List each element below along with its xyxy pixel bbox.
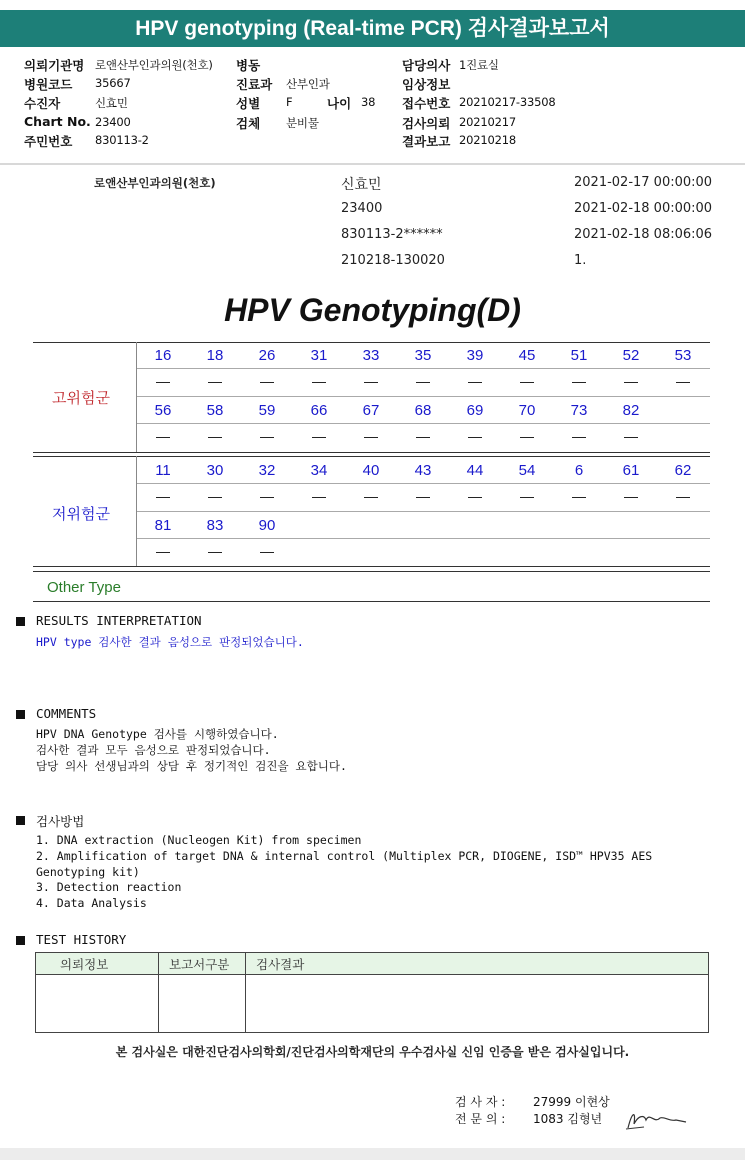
sex-value: F: [286, 95, 293, 109]
certification-text: 본 검사실은 대한진단검사의학회/진단검사의학재단의 우수검사실 신임 인증을 받은 검사실입니다.: [115, 1045, 630, 1059]
hpv-type-number: 58: [206, 402, 224, 419]
hpv-result: —: [312, 373, 326, 389]
hpv-type-number: 70: [518, 402, 536, 419]
hpv-type-number: 35: [414, 347, 432, 364]
hpv-type-number: 53: [674, 347, 692, 364]
specimen-label: 검체: [236, 116, 261, 131]
chart-no-value: 23400: [95, 115, 131, 129]
hpv-result: —: [260, 373, 274, 389]
footer-bar: [0, 1148, 745, 1160]
hpv-result: —: [416, 488, 430, 504]
method-heading: 검사방법: [36, 814, 85, 829]
hpv-result: —: [260, 428, 274, 444]
grid-divider: [33, 456, 710, 457]
table-row: [36, 975, 709, 1033]
hpv-type-number: 54: [518, 462, 536, 479]
doctor-label: 담당의사: [402, 58, 451, 73]
hpv-result: —: [260, 488, 274, 504]
doctor-value: 1진료실: [459, 58, 499, 72]
sub-resident-no: 830113-2******: [341, 227, 443, 242]
comment-line-1: HPV DNA Genotype 검사를 시행하였습니다.: [36, 727, 279, 741]
hpv-type-number: 6: [574, 462, 584, 479]
hpv-type-number: 59: [258, 402, 276, 419]
grid-divider: [33, 566, 710, 567]
hpv-type-number: 68: [414, 402, 432, 419]
resident-no-label: 주민번호: [24, 134, 73, 149]
hpv-type-number: 43: [414, 462, 432, 479]
hpv-result: —: [468, 373, 482, 389]
signature-image: [624, 1102, 690, 1132]
hpv-type-number: 33: [362, 347, 380, 364]
grid-divider: [137, 483, 710, 484]
grid-divider: [33, 601, 710, 602]
hpv-type-number: 45: [518, 347, 536, 364]
age-value: 38: [361, 95, 376, 109]
institution-value: 로앤산부인과의원(천호): [95, 58, 213, 72]
specimen-value: 분비물: [286, 116, 319, 130]
test-history-table: [35, 952, 709, 1033]
specialist-value: 1083 김형년: [533, 1112, 603, 1126]
method-line-5: 4. Data Analysis: [36, 896, 147, 910]
sub-institution: 로앤산부인과의원(천호): [94, 176, 216, 190]
age-label: 나이: [327, 96, 352, 111]
hpv-type-number: 51: [570, 347, 588, 364]
hpv-type-number: 31: [310, 347, 328, 364]
sub-date-2: 2021-02-18 00:00:00: [574, 201, 713, 216]
hospital-code-value: 35667: [95, 76, 131, 90]
comments-heading: COMMENTS: [36, 706, 97, 721]
hospital-code-label: 병원코드: [24, 77, 73, 92]
grid-divider: [33, 571, 710, 572]
sex-label: 성별: [236, 96, 261, 111]
history-col-request: 의뢰정보: [36, 953, 159, 975]
receipt-no-label: 접수번호: [402, 96, 451, 111]
hpv-type-number: 61: [622, 462, 640, 479]
grid-divider: [33, 342, 710, 343]
hpv-result: —: [156, 488, 170, 504]
hpv-result: —: [416, 373, 430, 389]
test-history-heading: TEST HISTORY: [36, 932, 127, 947]
hpv-result: —: [676, 488, 690, 504]
hpv-type-number: 83: [206, 517, 224, 534]
hpv-result: —: [312, 428, 326, 444]
institution-label: 의뢰기관명: [24, 58, 85, 73]
results-heading: RESULTS INTERPRETATION: [36, 613, 202, 628]
hpv-result: —: [572, 373, 586, 389]
hpv-type-number: 90: [258, 517, 276, 534]
grid-vertical-divider: [136, 456, 137, 566]
method-line-2: 2. Amplification of target DNA & internal control (Multiplex PCR, DIOGENE, ISD™ HPV35 AES: [36, 849, 653, 863]
request-date-label: 검사의뢰: [402, 116, 451, 131]
sub-patient-name: 신효민: [341, 177, 382, 193]
comment-line-2: 검사한 결과 모두 음성으로 판정되었습니다.: [36, 743, 271, 757]
grid-vertical-divider: [136, 342, 137, 452]
hpv-result: —: [468, 488, 482, 504]
patient-label: 수진자: [24, 96, 61, 111]
hpv-type-number: 26: [258, 347, 276, 364]
report-date-label: 결과보고: [402, 134, 451, 149]
hpv-type-number: 40: [362, 462, 380, 479]
sub-chart-no: 23400: [341, 201, 383, 216]
grid-divider: [137, 423, 710, 424]
receipt-no-value: 20210217-33508: [459, 95, 556, 109]
hpv-type-number: 39: [466, 347, 484, 364]
section-bullet-icon: [16, 617, 25, 626]
low-risk-label: 저위험군: [52, 505, 110, 523]
grid-divider: [137, 368, 710, 369]
hpv-type-number: 34: [310, 462, 328, 479]
sub-page: 1.: [574, 253, 587, 268]
ward-label: 병동: [236, 58, 261, 73]
hpv-result: —: [624, 373, 638, 389]
hpv-result: —: [208, 428, 222, 444]
resident-no-value: 830113-2: [95, 133, 149, 147]
grid-divider: [137, 396, 710, 397]
hpv-result: —: [364, 428, 378, 444]
hpv-result: —: [416, 428, 430, 444]
hpv-result: —: [312, 488, 326, 504]
clinical-info-label: 임상정보: [402, 77, 451, 92]
hpv-type-number: 52: [622, 347, 640, 364]
hpv-result: —: [468, 428, 482, 444]
specialist-role: 전 문 의 :: [455, 1112, 506, 1126]
results-text: HPV type 검사한 결과 음성으로 판정되었습니다.: [36, 635, 304, 649]
hpv-type-number: 16: [154, 347, 172, 364]
high-risk-label: 고위험군: [52, 389, 110, 407]
hpv-result: —: [572, 428, 586, 444]
history-col-result: 검사결과: [246, 953, 709, 975]
grid-divider: [33, 452, 710, 453]
hpv-type-number: 18: [206, 347, 224, 364]
section-bullet-icon: [16, 710, 25, 719]
genotyping-title: HPV Genotyping(D): [224, 292, 521, 328]
hpv-result: —: [572, 488, 586, 504]
grid-divider: [137, 511, 710, 512]
hpv-result: —: [208, 543, 222, 559]
hpv-type-number: 67: [362, 402, 380, 419]
hpv-type-number: 82: [622, 402, 640, 419]
report-date-value: 20210218: [459, 133, 516, 147]
method-line-1: 1. DNA extraction (Nucleogen Kit) from specimen: [36, 833, 362, 847]
hpv-result: —: [676, 373, 690, 389]
hpv-result: —: [208, 373, 222, 389]
hpv-type-number: 73: [570, 402, 588, 419]
method-line-4: 3. Detection reaction: [36, 880, 182, 894]
hpv-result: —: [156, 373, 170, 389]
tester-role: 검 사 자 :: [455, 1095, 506, 1109]
request-date-value: 20210217: [459, 115, 516, 129]
department-label: 진료과: [236, 77, 273, 92]
hpv-type-number: 69: [466, 402, 484, 419]
hpv-type-number: 32: [258, 462, 276, 479]
department-value: 산부인과: [286, 77, 330, 91]
chart-no-label: Chart No.: [24, 114, 91, 129]
hpv-type-number: 56: [154, 402, 172, 419]
history-col-type: 보고서구분: [159, 953, 246, 975]
hpv-result: —: [208, 488, 222, 504]
section-bullet-icon: [16, 936, 25, 945]
hpv-result: —: [624, 428, 638, 444]
sub-date-3: 2021-02-18 08:06:06: [574, 227, 713, 242]
hpv-type-number: 81: [154, 517, 172, 534]
hpv-type-number: 62: [674, 462, 692, 479]
patient-value: 신효민: [95, 96, 128, 110]
section-bullet-icon: [16, 816, 25, 825]
tester-value: 27999 이현상: [533, 1095, 610, 1109]
hpv-type-number: 44: [466, 462, 484, 479]
hpv-result: —: [156, 428, 170, 444]
hpv-type-number: 30: [206, 462, 224, 479]
hpv-result: —: [624, 488, 638, 504]
sub-date-1: 2021-02-17 00:00:00: [574, 175, 713, 190]
hpv-type-number: 66: [310, 402, 328, 419]
hpv-result: —: [520, 428, 534, 444]
hpv-result: —: [364, 488, 378, 504]
sub-specimen-no: 210218-130020: [341, 253, 445, 268]
hpv-result: —: [156, 543, 170, 559]
other-type-label: Other Type: [47, 579, 121, 596]
hpv-result: —: [260, 543, 274, 559]
report-title: HPV genotyping (Real-time PCR) 검사결과보고서: [0, 10, 745, 47]
method-line-3: Genotyping kit): [36, 865, 140, 879]
comment-line-3: 담당 의사 선생님과의 상담 후 정기적인 검진을 요합니다.: [36, 759, 347, 773]
hpv-result: —: [364, 373, 378, 389]
hpv-type-number: 11: [155, 462, 171, 479]
hpv-result: —: [520, 488, 534, 504]
grid-divider: [137, 538, 710, 539]
hpv-result: —: [520, 373, 534, 389]
